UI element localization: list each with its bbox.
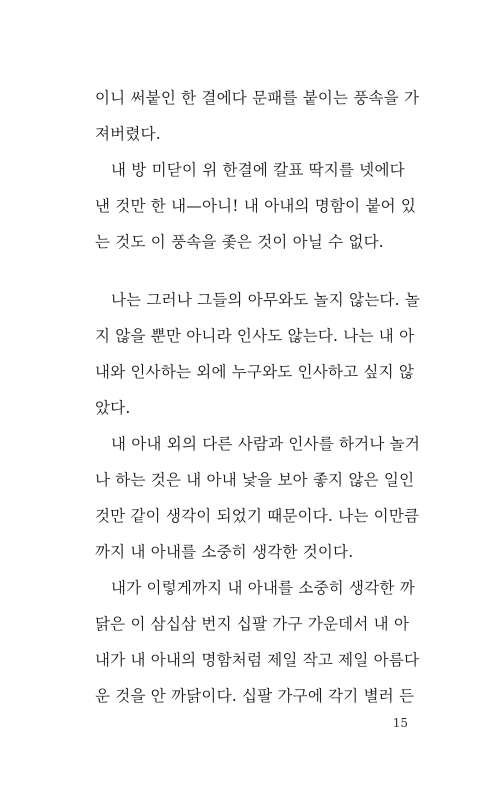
text-line: 내 방 미닫이 위 한결에 칼표 딱지를 넷에다: [111, 161, 405, 179]
text-line: 나는 그러나 그들의 아무와도 놀지 않는다. 놀: [111, 291, 421, 309]
text-line: 이니 써붙인 한 결에다 문패를 붙이는 풍속을 가: [95, 89, 420, 107]
text-line: 운 것을 안 까닭이다. 십팔 가구에 각기 별러 든: [95, 687, 415, 705]
text-line: 았다.: [95, 399, 131, 417]
text-line: 는 것도 이 풍속을 좇은 것이 아닐 수 없다.: [95, 233, 384, 251]
paragraph: [95, 152, 415, 260]
text-line: 닭은 이 삼십삼 번지 십팔 가구 가운데서 내 아: [95, 615, 410, 633]
text-line: 까지 내 아내를 소중히 생각한 것이다.: [95, 543, 354, 561]
text-line: 것만 같이 생각이 되었기 때문이다. 나는 이만큼: [95, 507, 420, 525]
paragraph: [95, 282, 421, 426]
page-number: 15: [392, 716, 408, 730]
text-line: 져버렸다.: [95, 125, 161, 143]
text-line: 지 않을 뿐만 아니라 인사도 않는다. 나는 내 아: [95, 327, 415, 345]
paragraph: [95, 570, 420, 714]
paragraph-continuation: [95, 80, 420, 152]
text-line: 낸 것만 한 내—아니! 내 아내의 명함이 붙어 있: [95, 197, 417, 215]
text-line: 내가 이렇게까지 내 아내를 소중히 생각한 까: [111, 579, 415, 597]
text-line: 내와 인사하는 외에 누구와도 인사하고 싶지 않: [95, 363, 415, 381]
text-line: 내 아내 외의 다른 사람과 인사를 하거나 놀거: [111, 435, 421, 453]
text-line: 내가 내 아내의 명함처럼 제일 작고 제일 아름다: [95, 651, 420, 669]
paragraph: [95, 426, 421, 570]
text-line: 나 하는 것은 내 아내 낯을 보아 좋지 않은 일인: [95, 471, 415, 489]
